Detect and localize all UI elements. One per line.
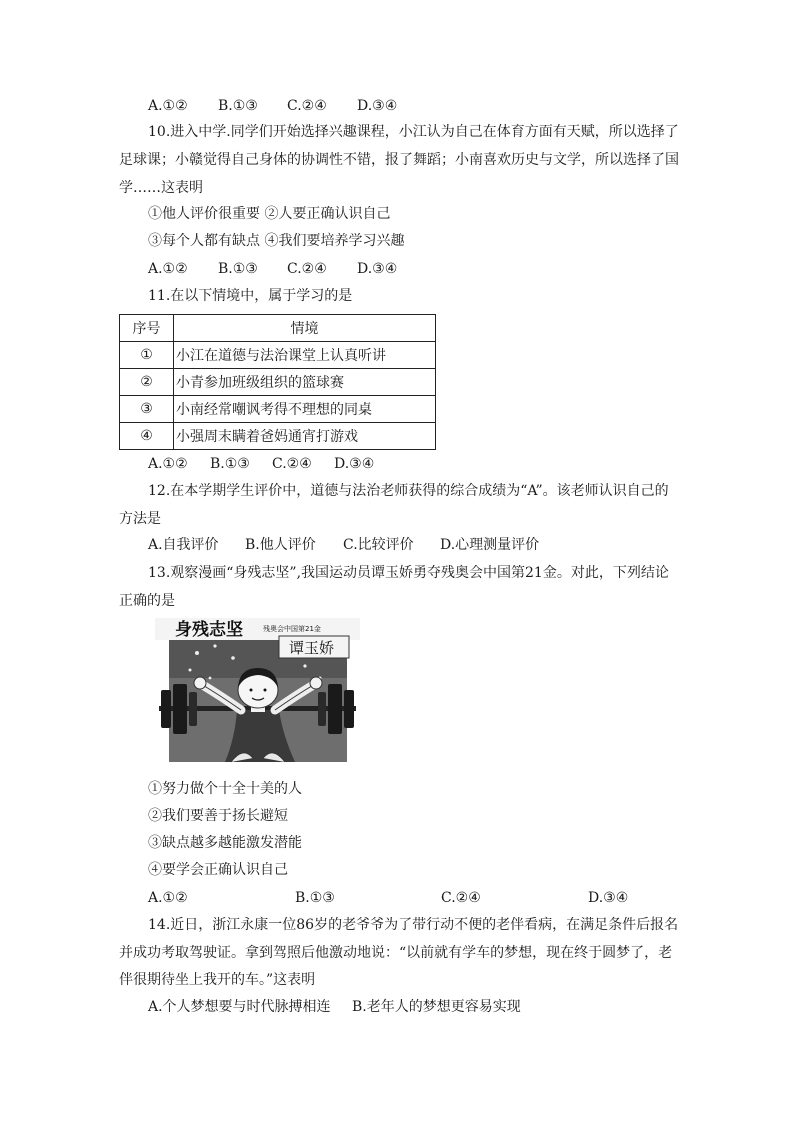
table-cell-number: ②: [120, 369, 174, 396]
q13-statement-3: ③缺点越多越能激发潜能: [148, 835, 302, 851]
q11-option-a[interactable]: A.①②: [148, 456, 188, 472]
table-cell-scenario: 小南经常嘲讽考得不理想的同桌: [174, 396, 436, 423]
q13-option-a[interactable]: A.①②: [148, 890, 188, 906]
q10-option-b[interactable]: B.①③: [218, 261, 258, 277]
table-row: [120, 342, 436, 369]
q11-option-c[interactable]: C.②④: [272, 456, 312, 472]
q14-option-a[interactable]: A.个人梦想要与时代脉搏相连: [148, 999, 331, 1015]
q11-option-d[interactable]: D.③④: [334, 456, 375, 472]
table-cell-scenario: 小江在道德与法治课堂上认真听讲: [174, 342, 436, 369]
q10-options: [148, 259, 448, 279]
cartoon-caption-small: 残奥会中国第21金: [263, 625, 321, 633]
table-header-number: 序号: [120, 315, 174, 342]
q12-stem-line-1: 12.在本学期学生评价中，道德与法治老师获得的综合成绩为“A”。该老师认识自己的: [148, 483, 669, 499]
q12-options: [148, 535, 568, 555]
q11-option-b[interactable]: B.①③: [210, 456, 250, 472]
table-header-row: [120, 315, 436, 342]
table-cell-scenario: 小强周末瞒着爸妈通宵打游戏: [174, 423, 436, 450]
q10-stem-line-3: 学……这表明: [119, 180, 203, 196]
q13-option-c[interactable]: C.②④: [441, 890, 481, 906]
q14-option-b[interactable]: B.老年人的梦想更容易实现: [352, 999, 521, 1015]
q13-stem-line-2: 正确的是: [119, 593, 175, 609]
q10-option-a[interactable]: A.①②: [148, 261, 188, 277]
q12-option-b[interactable]: B.他人评价: [245, 537, 316, 553]
q10-statement-2: ③每个人都有缺点 ④我们要培养学习兴趣: [148, 233, 405, 249]
q14-stem-line-3: 伴很期待坐上我开的车。”这表明: [119, 972, 316, 988]
table-header-scenario: 情境: [174, 315, 436, 342]
q9-option-a[interactable]: A.①②: [148, 98, 188, 114]
q10-option-c[interactable]: C.②④: [287, 261, 327, 277]
q11-options: [148, 454, 448, 474]
q13-option-b[interactable]: B.①③: [295, 890, 335, 906]
q9-options: [148, 96, 448, 116]
q11-stem: 11.在以下情境中，属于学习的是: [148, 288, 353, 304]
q12-stem-line-2: 方法是: [119, 511, 161, 527]
q14-stem-line-2: 并成功考取驾驶证。拿到驾照后他激动地说：“以前就有学车的梦想，现在终于圆梦了，老: [119, 945, 673, 961]
q10-option-d[interactable]: D.③④: [357, 261, 398, 277]
q10-statement-1: ①他人评价很重要 ②人要正确认识自己: [148, 206, 391, 222]
q13-stem-line-1: 13.观察漫画“身残志坚”,我国运动员谭玉娇勇夺残奥会中国第21金。对此，下列结论: [148, 565, 669, 581]
cartoon-title: 身残志坚: [175, 620, 243, 640]
q12-option-d[interactable]: D.心理测量评价: [440, 537, 540, 553]
q9-option-c[interactable]: C.②④: [287, 98, 327, 114]
q10-stem-line-1: 10.进入中学.同学们开始选择兴趣课程，小江认为自己在体育方面有天赋，所以选择了: [148, 124, 679, 140]
q10-stem-line-2: 足球课；小赣觉得自己身体的协调性不错，报了舞蹈；小南喜欢历史与文学，所以选择了国: [119, 152, 679, 168]
q14-options: [148, 997, 568, 1017]
cartoon-caption-name: 谭玉娇: [289, 639, 335, 657]
cartoon-image: [155, 618, 360, 765]
table-row: [120, 396, 436, 423]
table-cell-number: ③: [120, 396, 174, 423]
q12-option-c[interactable]: C.比较评价: [343, 537, 414, 553]
q13-option-d[interactable]: D.③④: [588, 890, 629, 906]
q9-option-b[interactable]: B.①③: [218, 98, 258, 114]
q14-stem-line-1: 14.近日，浙江永康一位86岁的老爷爷为了带行动不便的老伴看病，在满足条件后报名: [148, 917, 679, 933]
q12-option-a[interactable]: A.自我评价: [148, 537, 219, 553]
q13-options: [148, 888, 648, 908]
table-row: [120, 423, 436, 450]
cartoon-illustration: [155, 618, 360, 765]
q9-option-d[interactable]: D.③④: [357, 98, 398, 114]
q13-statement-2: ②我们要善于扬长避短: [148, 808, 288, 824]
q11-scenario-table: [119, 314, 436, 450]
q13-statement-1: ①努力做个十全十美的人: [148, 781, 302, 797]
table-cell-scenario: 小青参加班级组织的篮球赛: [174, 369, 436, 396]
table-cell-number: ①: [120, 342, 174, 369]
table-row: [120, 369, 436, 396]
q13-statement-4: ④要学会正确认识自己: [148, 862, 288, 878]
table-cell-number: ④: [120, 423, 174, 450]
